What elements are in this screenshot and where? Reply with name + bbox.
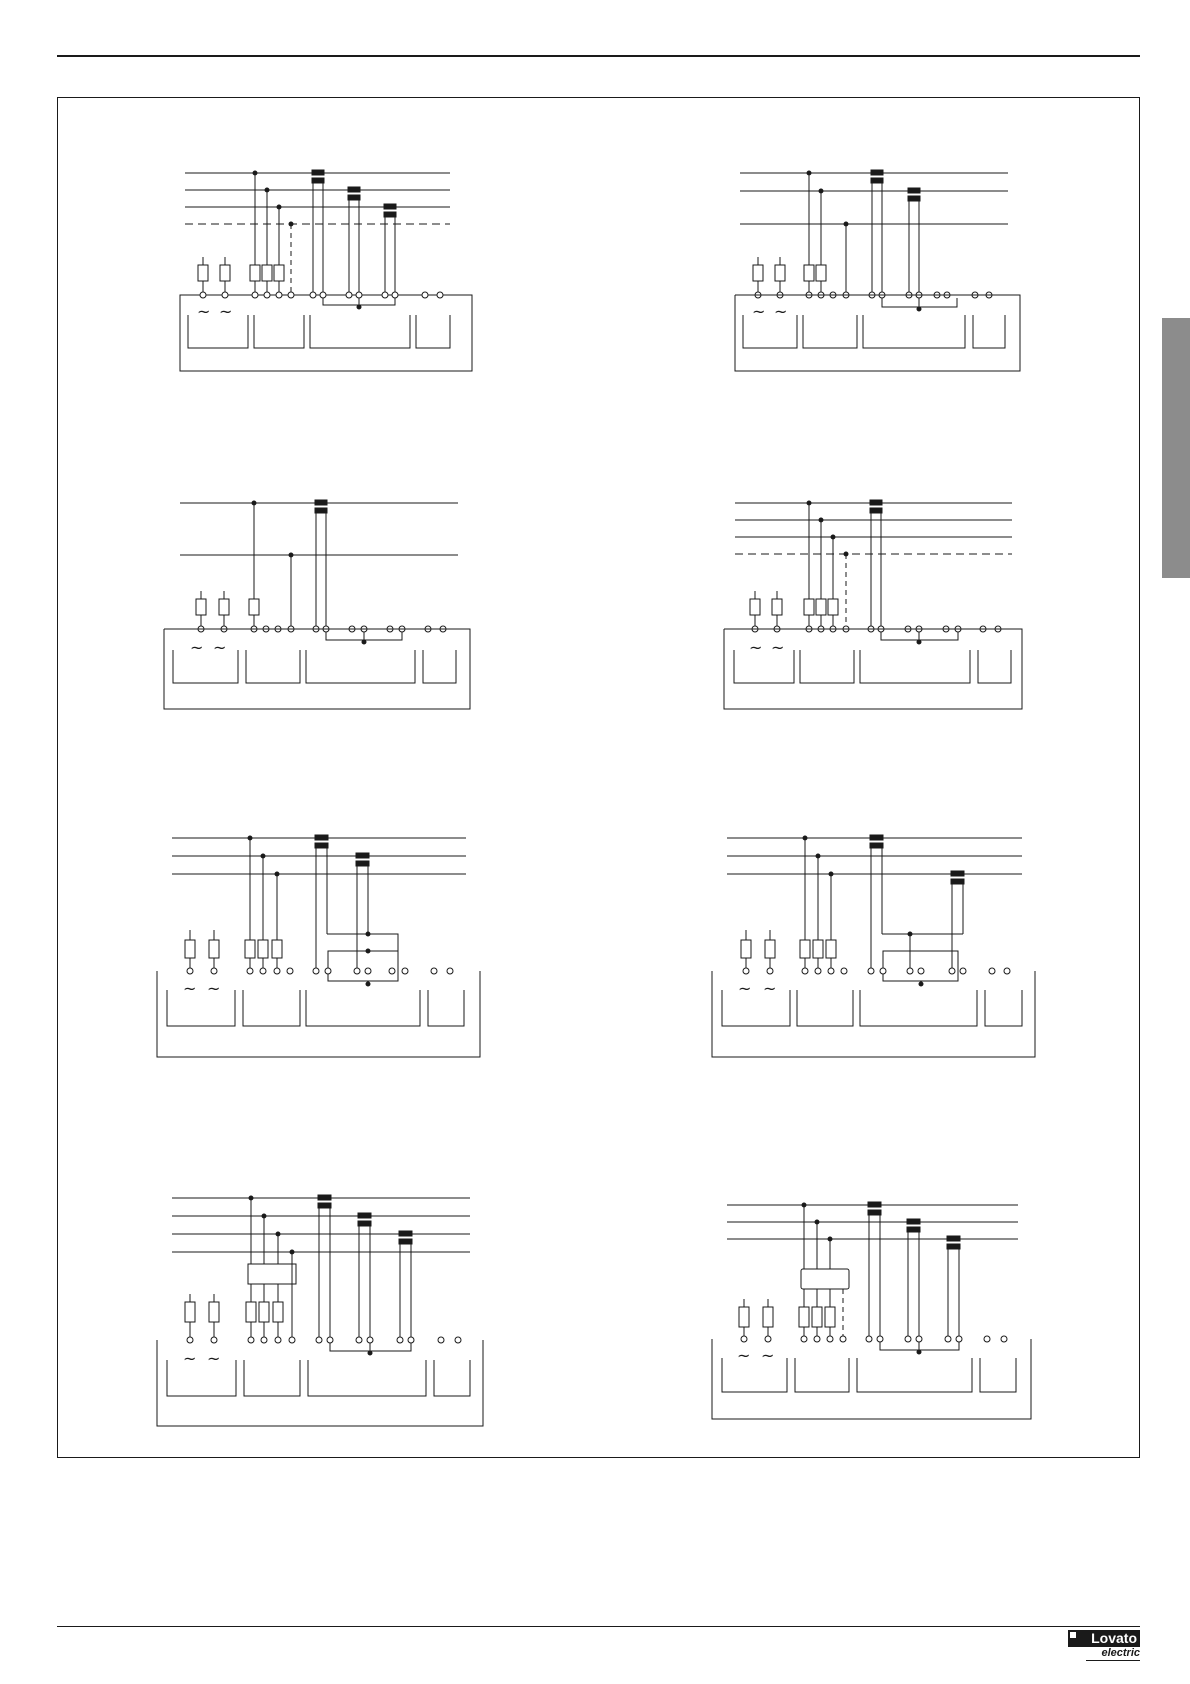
wiring-diagram-4 [720,495,1030,720]
supply-symbol: ~ [752,302,766,321]
supply-symbol: ~ [771,638,785,657]
logo-square-icon [1070,1632,1076,1638]
section-tab [1162,318,1190,578]
logo-wordmark: Lovato [1068,1630,1140,1647]
lovato-logo [1062,1630,1140,1670]
footer-rule [57,1626,1140,1627]
supply-symbol: ~ [219,302,233,321]
header-rule [57,55,1140,57]
supply-symbol: ~ [183,979,197,998]
wiring-diagram-1 [170,165,470,380]
supply-symbol: ~ [763,979,777,998]
wiring-diagram-6 [705,830,1040,1065]
supply-symbol: ~ [190,638,204,657]
wiring-diagram-3 [160,495,470,720]
wiring-diagram-2 [725,165,1025,380]
supply-symbol: ~ [207,1349,221,1368]
supply-symbol: ~ [737,1346,751,1365]
supply-symbol: ~ [183,1349,197,1368]
wiring-diagram-7 [150,1190,490,1435]
supply-symbol: ~ [774,302,788,321]
supply-symbol: ~ [207,979,221,998]
wiring-diagram-5 [150,830,480,1065]
wiring-diagram-8 [705,1195,1045,1440]
logo-subtext: electric [1086,1647,1140,1661]
supply-symbol: ~ [738,979,752,998]
supply-symbol: ~ [761,1346,775,1365]
supply-symbol: ~ [749,638,763,657]
supply-symbol: ~ [197,302,211,321]
supply-symbol: ~ [213,638,227,657]
